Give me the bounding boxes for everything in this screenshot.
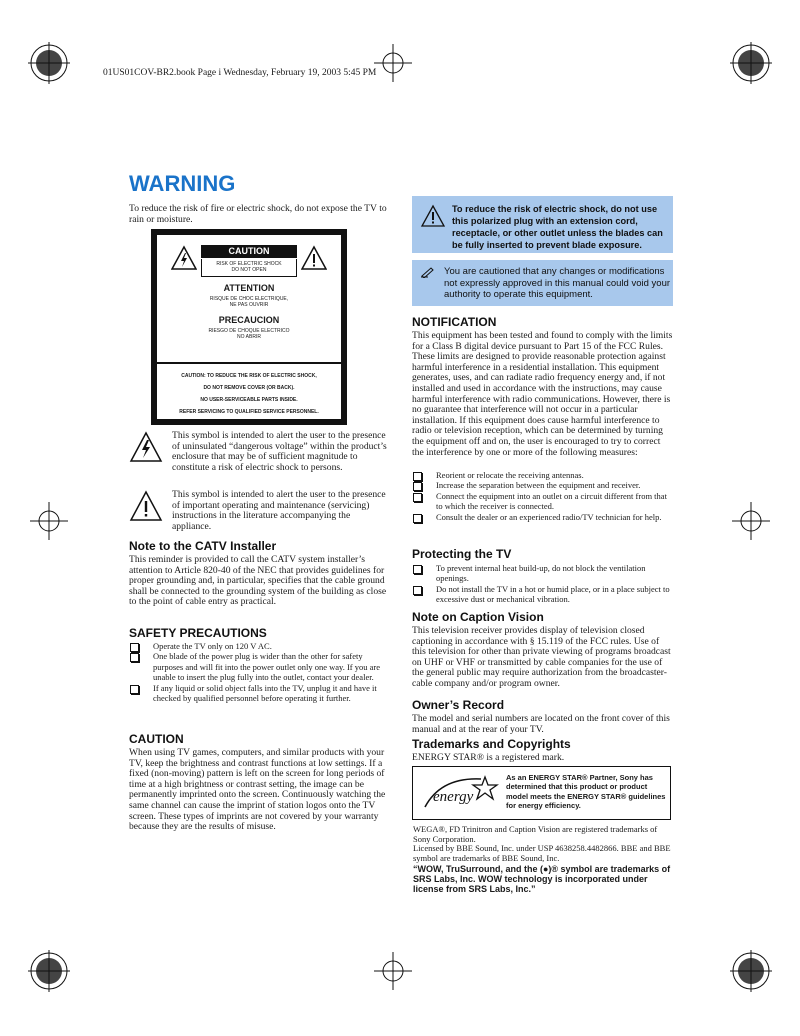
list-item: Connect the equipment into an outlet on a circuit different from that to which the receiver is connected.	[412, 491, 673, 512]
lightning-warning-icon	[171, 245, 197, 271]
caution-text: When using TV games, computers, and similar products with your TV, keep the brightness and contrast functions at low settings. If a fixed (non-moving) pattern is left on the screen for long periods of time at a high brightness or contrast setting, the image can be permanently imprinted onto the screen. Continuously watching the same channel can cause the imprint of station logos onto the TV screen. These types of imprints are not covered by your warranty because they are the results of misuse.	[129, 747, 386, 833]
caution-label-sub: RISK OF ELECTRIC SHOCK DO NOT OPEN	[201, 259, 297, 277]
exclamation-symbol-text: This symbol is intended to alert the user to the presence of important operating and maintenance (servicing) instructions in the literature accompanying the appliance.	[172, 489, 386, 532]
exclamation-warning-icon	[129, 490, 163, 522]
lightning-symbol-explanation	[129, 431, 391, 483]
registration-mark-top-center	[372, 42, 414, 84]
attention-label: ATTENTION	[223, 283, 275, 293]
trademarks-heading: Trademarks and Copyrights	[412, 737, 571, 751]
changes-note-text: You are cautioned that any changes or modifications not expressly approved in this manual could void your authority to operate this equipment.	[444, 266, 671, 300]
protecting-list	[412, 563, 673, 605]
page-title: WARNING	[129, 171, 236, 196]
notification-list	[412, 470, 673, 522]
intro-text: To reduce the risk of fire or electric shock, do not expose the TV to rain or moisture.	[129, 203, 387, 225]
changes-note-box	[412, 260, 673, 306]
caution-label	[151, 229, 347, 425]
plug-warning-box	[412, 196, 673, 253]
caution-label-instructions	[157, 362, 341, 418]
registration-mark-bottom-center	[372, 950, 414, 992]
caution-line: DO NOT REMOVE COVER (OR BACK).	[203, 385, 295, 391]
list-item: Consult the dealer or an experienced radio/TV technician for help.	[412, 512, 673, 522]
energy-star-logo-icon	[421, 773, 499, 813]
list-item: If any liquid or solid object falls into the TV, unplug it and have it checked by qualified personnel before operating it further.	[129, 683, 391, 704]
bbe-license-text: Licensed by BBE Sound, Inc. under USP 4638258.4482866. BBE and BBE symbol are trademarks of BBE Sound, Inc.	[413, 843, 671, 863]
plug-warning-text: To reduce the risk of electric shock, do not use this polarized plug with an extension cord, receptacle, or other outlet unless the blades can be fully inserted to prevent blade exposure.	[452, 204, 663, 250]
exclamation-warning-icon	[420, 204, 446, 228]
energy-star-box-text: As an ENERGY STAR® Partner, Sony has determined that this product or product model meets the ENERGY STAR® guidelines for energy efficiency.	[506, 773, 666, 810]
precaucion-label: PRECAUCION	[218, 315, 280, 325]
list-item: Increase the separation between the equipment and receiver.	[412, 480, 673, 490]
wega-trademark-text: WEGA®, FD Trinitron and Caption Vision are registered trademarks of Sony Corporation.	[413, 824, 658, 844]
energy-star-box	[412, 766, 671, 820]
caution-line: CAUTION: TO REDUCE THE RISK OF ELECTRIC SHOCK,	[181, 373, 317, 379]
list-item: Operate the TV only on 120 V AC.	[129, 641, 391, 651]
list-item: Do not install the TV in a hot or humid place, or in a place subject to excessive dust or mechanical vibration.	[412, 584, 673, 605]
safety-heading: SAFETY PRECAUTIONS	[129, 626, 267, 640]
caption-heading: Note on Caption Vision	[412, 610, 544, 624]
registration-mark-top-right	[730, 42, 772, 84]
exclamation-symbol-explanation	[129, 490, 391, 532]
list-item: One blade of the power plug is wider than the other for safety purposes and will fit into the power outlet only one way. If you are unable to insert the plug fully into the outlet, contact your dealer.	[129, 651, 391, 682]
caution-label-title: CAUTION	[201, 245, 297, 258]
energy-logo-text: energy	[433, 789, 474, 805]
energy-star-registered: ENERGY STAR® is a registered mark.	[412, 752, 565, 763]
registration-mark-mid-left	[28, 500, 70, 542]
pencil-note-icon	[420, 266, 436, 278]
notification-heading: NOTIFICATION	[412, 315, 497, 329]
list-item: To prevent internal heat build-up, do not block the ventilation openings.	[412, 563, 673, 584]
safety-list	[129, 641, 391, 703]
precaucion-sub: RIESGO DE CHOQUE ELECTRICO NO ABRIR	[208, 328, 290, 340]
registration-mark-bottom-left	[28, 950, 70, 992]
protecting-heading: Protecting the TV	[412, 547, 512, 561]
notification-text: This equipment has been tested and found to comply with the limits for a Class B digital device pursuant to Part 15 of the FCC Rules. These limits are designed to provide reasonable protection against harmful interference in a residential installation. This equipment generates, uses, and can radiate radio frequency energy and, if not installed and used in accordance with the instructions, may cause harmful interference with radio communications. However, there is no guarantee that interference will not occur in a particular installation. If this equipment does cause harmful interference to radio or television reception, which can be determined by turning the equipment off and on, the user is encouraged to try to correct the interference by one or more of the following measures:	[412, 330, 673, 458]
page-header: 01US01COV-BR2.book Page i Wednesday, February 19, 2003 5:45 PM	[103, 68, 377, 78]
caution-heading: CAUTION	[129, 732, 184, 746]
lightning-symbol-text: This symbol is intended to alert the user to the presence of uninsulated “dangerous voltage” within the product’s enclosure that may be of sufficient magnitude to constitute a risk of electric shock to persons.	[172, 430, 387, 473]
owners-record-text: The model and serial numbers are located on the front cover of this manual and at the rear of your TV.	[412, 713, 670, 735]
caution-line: NO USER-SERVICEABLE PARTS INSIDE.	[200, 397, 298, 403]
caption-text: This television receiver provides display of television closed captioning in accordance with § 15.119 of the FCC rules. Use of this television for other than private viewing of programs broadcast on UHF or VHF or transmitted by cable companies for the use of the general public may require authorization from the broadcaster-cable company and/or program owner.	[412, 625, 671, 689]
srs-trademark-text: “WOW, TruSurround, and the (●)® symbol are trademarks of SRS Labs, Inc. WOW technology is incorporated under license from SRS Labs, Inc.”	[413, 864, 671, 894]
owners-record-heading: Owner’s Record	[412, 698, 505, 712]
lightning-warning-icon	[129, 431, 163, 463]
catv-heading: Note to the CATV Installer	[129, 539, 277, 553]
exclamation-warning-icon	[301, 245, 327, 271]
registration-mark-bottom-right	[730, 950, 772, 992]
attention-sub: RISQUE DE CHOC ELECTRIQUE, NE PAS OUVRIR	[209, 296, 289, 308]
caution-line: REFER SERVICING TO QUALIFIED SERVICE PERSONNEL.	[179, 409, 319, 415]
catv-text: This reminder is provided to call the CATV system installer’s attention to Article 820-40 of the NEC that provides guidelines for proper grounding and, in particular, specifies that the cable ground shall be connected to the grounding system of the building as close to the point of cable entry as practical.	[129, 554, 387, 608]
registration-mark-top-left	[28, 42, 70, 84]
list-item: Reorient or relocate the receiving antennas.	[412, 470, 673, 480]
registration-mark-mid-right	[730, 500, 772, 542]
